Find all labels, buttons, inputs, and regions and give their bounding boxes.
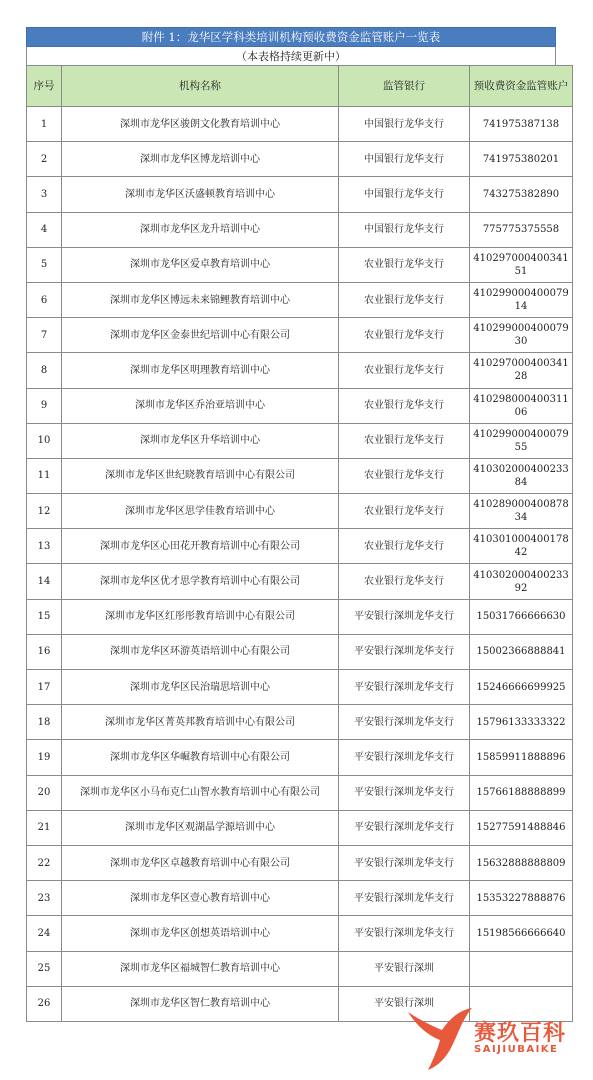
table-row	[27, 247, 573, 282]
row-account: 15632888888809	[470, 845, 573, 880]
account-table	[26, 65, 573, 1022]
row-bank: 平安银行深圳龙华支行	[339, 740, 470, 775]
table-row	[27, 670, 573, 705]
row-account: 41029900040007930	[470, 318, 573, 353]
row-bank: 农业银行龙华支行	[339, 423, 470, 458]
row-name: 深圳市龙华区沃盛顿教育培训中心	[62, 177, 339, 212]
row-name: 深圳市龙华区明理教育培训中心	[62, 353, 339, 388]
row-no: 13	[27, 529, 62, 564]
row-name: 深圳市龙华区世纪晓教育培训中心有限公司	[62, 458, 339, 493]
row-name: 深圳市龙华区卓越教育培训中心有限公司	[62, 845, 339, 880]
table-row	[27, 388, 573, 423]
row-account: 41030200040023392	[470, 564, 573, 599]
row-account: 15859911888896	[470, 740, 573, 775]
row-name: 深圳市龙华区爱卓教育培训中心	[62, 247, 339, 282]
row-no: 8	[27, 353, 62, 388]
row-name: 深圳市龙华区观湖晶学源培训中心	[62, 810, 339, 845]
row-no: 24	[27, 916, 62, 951]
row-bank: 平安银行深圳龙华支行	[339, 634, 470, 669]
row-name: 深圳市龙华区优才思学教育培训中心有限公司	[62, 564, 339, 599]
row-account: 15246666699925	[470, 670, 573, 705]
table-row	[27, 529, 573, 564]
row-account: 741975380201	[470, 142, 573, 177]
table-row	[27, 107, 573, 142]
row-account: 15002366888841	[470, 634, 573, 669]
row-account	[470, 951, 573, 986]
row-bank: 农业银行龙华支行	[339, 318, 470, 353]
table-row	[27, 282, 573, 317]
row-name: 深圳市龙华区乔治亚培训中心	[62, 388, 339, 423]
row-no: 16	[27, 634, 62, 669]
row-account: 775775375558	[470, 212, 573, 247]
row-bank: 中国银行龙华支行	[339, 142, 470, 177]
row-bank: 农业银行龙华支行	[339, 388, 470, 423]
watermark-subtext: SAIJIUBAIKE	[474, 1044, 559, 1055]
row-bank: 平安银行深圳龙华支行	[339, 670, 470, 705]
row-bank: 农业银行龙华支行	[339, 247, 470, 282]
row-no: 18	[27, 705, 62, 740]
row-no: 26	[27, 986, 62, 1021]
row-name: 深圳市龙华区思学佳教育培训中心	[62, 494, 339, 529]
row-name: 深圳市龙华区环游英语培训中心有限公司	[62, 634, 339, 669]
table-row	[27, 599, 573, 634]
row-name: 深圳市龙华区博龙培训中心	[62, 142, 339, 177]
watermark-text: 赛玖百科	[474, 1021, 567, 1046]
row-no: 22	[27, 845, 62, 880]
row-no: 15	[27, 599, 62, 634]
row-name: 深圳市龙华区智仁教育培训中心	[62, 986, 339, 1021]
document-title: 附件 1：龙华区学科类培训机构预收费资金监管账户一览表	[26, 27, 556, 47]
row-name: 深圳市龙华区龙升培训中心	[62, 212, 339, 247]
table-row	[27, 810, 573, 845]
table-row	[27, 564, 573, 599]
row-name: 深圳市龙华区升华培训中心	[62, 423, 339, 458]
row-name: 深圳市龙华区小马布克仁山智水教育培训中心有限公司	[62, 775, 339, 810]
row-account: 15353227888876	[470, 881, 573, 916]
row-bank: 农业银行龙华支行	[339, 282, 470, 317]
row-no: 12	[27, 494, 62, 529]
table-row	[27, 318, 573, 353]
row-account: 41029700040034128	[470, 353, 573, 388]
account-list-document	[26, 27, 569, 1022]
row-account: 41030100040017842	[470, 529, 573, 564]
table-row	[27, 951, 573, 986]
row-bank: 农业银行龙华支行	[339, 564, 470, 599]
row-account: 741975387138	[470, 107, 573, 142]
row-no: 11	[27, 458, 62, 493]
row-account: 15198566666640	[470, 916, 573, 951]
row-account: 41029800040031106	[470, 388, 573, 423]
header-bank: 监管银行	[339, 66, 470, 107]
row-name: 深圳市龙华区博远未来锦鲤教育培训中心	[62, 282, 339, 317]
row-bank: 平安银行深圳	[339, 986, 470, 1021]
row-bank: 农业银行龙华支行	[339, 529, 470, 564]
row-no: 21	[27, 810, 62, 845]
row-no: 20	[27, 775, 62, 810]
row-name: 深圳市龙华区菁英邦教育培训中心有限公司	[62, 705, 339, 740]
row-no: 10	[27, 423, 62, 458]
row-no: 3	[27, 177, 62, 212]
header-account: 预收费资金监管账户	[470, 66, 573, 107]
table-row	[27, 494, 573, 529]
row-account: 15796133333322	[470, 705, 573, 740]
row-no: 17	[27, 670, 62, 705]
row-bank: 平安银行深圳龙华支行	[339, 599, 470, 634]
row-bank: 平安银行深圳龙华支行	[339, 810, 470, 845]
table-row	[27, 353, 573, 388]
row-no: 6	[27, 282, 62, 317]
table-row	[27, 881, 573, 916]
row-account: 15277591488846	[470, 810, 573, 845]
table-row	[27, 423, 573, 458]
row-account: 41029700040034151	[470, 247, 573, 282]
row-name: 深圳市龙华区福城智仁教育培训中心	[62, 951, 339, 986]
row-name: 深圳市龙华区红彤彤教育培训中心有限公司	[62, 599, 339, 634]
document-subtitle: （本表格持续更新中）	[26, 47, 556, 65]
row-name: 深圳市龙华区心田花开教育培训中心有限公司	[62, 529, 339, 564]
row-no: 7	[27, 318, 62, 353]
row-account: 743275382890	[470, 177, 573, 212]
row-bank: 平安银行深圳龙华支行	[339, 845, 470, 880]
row-no: 23	[27, 881, 62, 916]
table-row	[27, 705, 573, 740]
table-row	[27, 916, 573, 951]
table-row	[27, 634, 573, 669]
table-header-row	[27, 66, 573, 107]
row-bank: 农业银行龙华支行	[339, 494, 470, 529]
table-row	[27, 458, 573, 493]
header-no: 序号	[27, 66, 62, 107]
row-bank: 平安银行深圳	[339, 951, 470, 986]
table-row	[27, 142, 573, 177]
row-no: 5	[27, 247, 62, 282]
row-no: 4	[27, 212, 62, 247]
row-account: 15766188888899	[470, 775, 573, 810]
table-row	[27, 775, 573, 810]
row-name: 深圳市龙华区创想英语培训中心	[62, 916, 339, 951]
row-no: 14	[27, 564, 62, 599]
row-bank: 平安银行深圳龙华支行	[339, 775, 470, 810]
row-account: 41030200040023384	[470, 458, 573, 493]
table-row	[27, 212, 573, 247]
header-name: 机构名称	[62, 66, 339, 107]
row-name: 深圳市龙华区壹心教育培训中心	[62, 881, 339, 916]
table-row	[27, 740, 573, 775]
row-name: 深圳市龙华区骏朗文化教育培训中心	[62, 107, 339, 142]
row-account: 41029900040007955	[470, 423, 573, 458]
row-bank: 中国银行龙华支行	[339, 107, 470, 142]
row-no: 9	[27, 388, 62, 423]
row-bank: 农业银行龙华支行	[339, 353, 470, 388]
table-row	[27, 845, 573, 880]
row-name: 深圳市龙华区华崛教育培训中心有限公司	[62, 740, 339, 775]
row-bank: 平安银行深圳龙华支行	[339, 705, 470, 740]
row-no: 25	[27, 951, 62, 986]
row-bank: 平安银行深圳龙华支行	[339, 881, 470, 916]
row-name: 深圳市龙华区民治瑞思培训中心	[62, 670, 339, 705]
row-account: 41029900040007914	[470, 282, 573, 317]
row-no: 1	[27, 107, 62, 142]
row-account: 15031766666630	[470, 599, 573, 634]
row-account: 41028900040087834	[470, 494, 573, 529]
row-bank: 中国银行龙华支行	[339, 177, 470, 212]
row-name: 深圳市龙华区金泰世纪培训中心有限公司	[62, 318, 339, 353]
table-row	[27, 177, 573, 212]
row-no: 2	[27, 142, 62, 177]
row-bank: 农业银行龙华支行	[339, 458, 470, 493]
row-bank: 中国银行龙华支行	[339, 212, 470, 247]
row-bank: 平安银行深圳龙华支行	[339, 916, 470, 951]
row-no: 19	[27, 740, 62, 775]
